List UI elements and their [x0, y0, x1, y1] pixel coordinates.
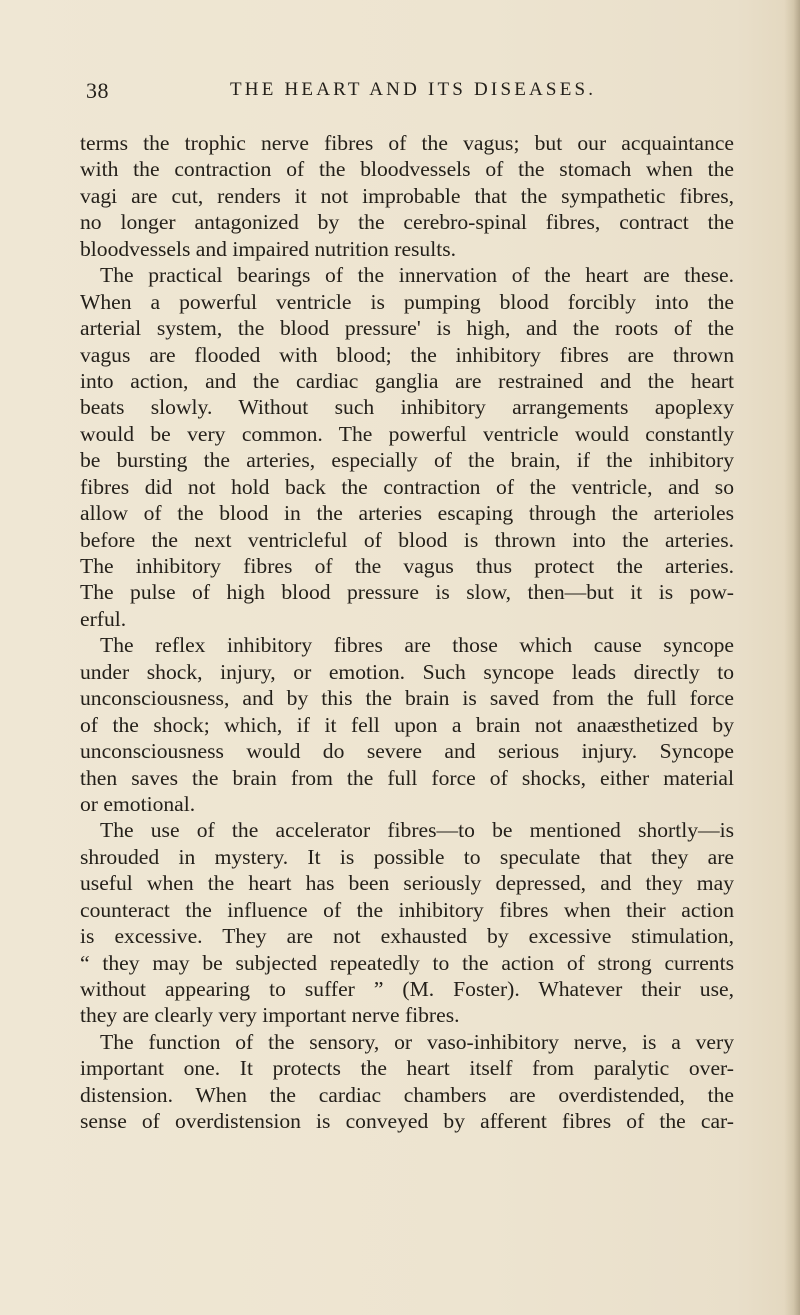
text-line: no longer antagonized by the cerebro-spinal fibres, contract the	[80, 210, 734, 235]
text-line: erful.	[80, 606, 127, 631]
text-line: counteract the influence of the inhibitory fibres when their action	[80, 897, 734, 922]
text-line: is excessive. They are not exhausted by excessive stimulation,	[80, 924, 734, 949]
text-line: The practical bearings of the innervation of the heart are these.	[100, 263, 734, 288]
running-title: THE HEART AND ITS DISEASES.	[230, 79, 597, 100]
text-line: distension. When the cardiac chambers are overdistended, the	[80, 1082, 734, 1107]
text-line: or emotional.	[80, 791, 196, 816]
text-line: before the next ventricleful of blood is thrown into the arteries.	[80, 527, 734, 552]
text-line: unconsciousness, and by this the brain is saved from the full force	[80, 686, 734, 711]
text-line: terms the trophic nerve fibres of the vagus; but our acquaintance	[80, 131, 734, 155]
text-line: with the contraction of the bloodvessels of the stomach when the	[80, 157, 734, 182]
text-line: The reflex inhibitory fibres are those which cause syncope	[100, 633, 734, 658]
text-line: allow of the blood in the arteries escaping through the arterioles	[80, 501, 734, 526]
text-line: sense of overdistension is conveyed by afferent fibres of the car-	[80, 1109, 734, 1134]
text-line: fibres did not hold back the contraction of the ventricle, and so	[80, 474, 734, 499]
text-line: be bursting the arteries, especially of the brain, if the inhibitory	[80, 448, 734, 473]
text-line: useful when the heart has been seriously depressed, and they may	[80, 871, 734, 896]
text-line: of the shock; which, if it fell upon a brain not anaæsthetized by	[80, 712, 734, 737]
text-line: they are clearly very important nerve fibres.	[80, 1003, 460, 1028]
text-line: under shock, injury, or emotion. Such syncope leads directly to	[80, 659, 734, 684]
text-line: beats slowly. Without such inhibitory arrangements apoplexy	[80, 395, 734, 420]
text-line: vagus are flooded with blood; the inhibitory fibres are thrown	[80, 342, 734, 367]
page-edge-shadow	[784, 0, 800, 1315]
text-line: would be very common. The powerful ventricle would constantly	[80, 421, 734, 446]
text-line: unconsciousness would do severe and serious injury. Syncope	[80, 739, 734, 764]
text-line: When a powerful ventricle is pumping blood forcibly into the	[80, 289, 734, 314]
text-line: The use of the accelerator fibres—to be mentioned shortly—is	[100, 818, 734, 843]
text-line: The pulse of high blood pressure is slow, then—but it is pow-	[80, 580, 734, 605]
text-line: bloodvessels and impaired nutrition results.	[80, 236, 457, 261]
text-line: vagi are cut, renders it not improbable that the sympathetic fibres,	[80, 183, 734, 208]
text-line: The inhibitory fibres of the vagus thus protect the arteries.	[80, 554, 734, 578]
text-line: arterial system, the blood pressure' is high, and the roots of the	[80, 316, 734, 341]
text-line: then saves the brain from the full force of shocks, either material	[80, 765, 734, 790]
page-number: 38	[86, 78, 109, 103]
text-line: into action, and the cardiac ganglia are restrained and the heart	[80, 368, 734, 393]
text-line: The function of the sensory, or vaso-inhibitory nerve, is a very	[100, 1029, 734, 1054]
running-head	[86, 78, 732, 108]
text-line: “ they may be subjected repeatedly to the action of strong currents	[80, 950, 734, 975]
text-line: without appearing to suffer ” (M. Foster). Whatever their use,	[80, 977, 734, 1001]
body-text	[80, 130, 734, 1135]
text-line: important one. It protects the heart itself from paralytic over-	[80, 1056, 734, 1081]
text-line: shrouded in mystery. It is possible to speculate that they are	[80, 844, 734, 869]
